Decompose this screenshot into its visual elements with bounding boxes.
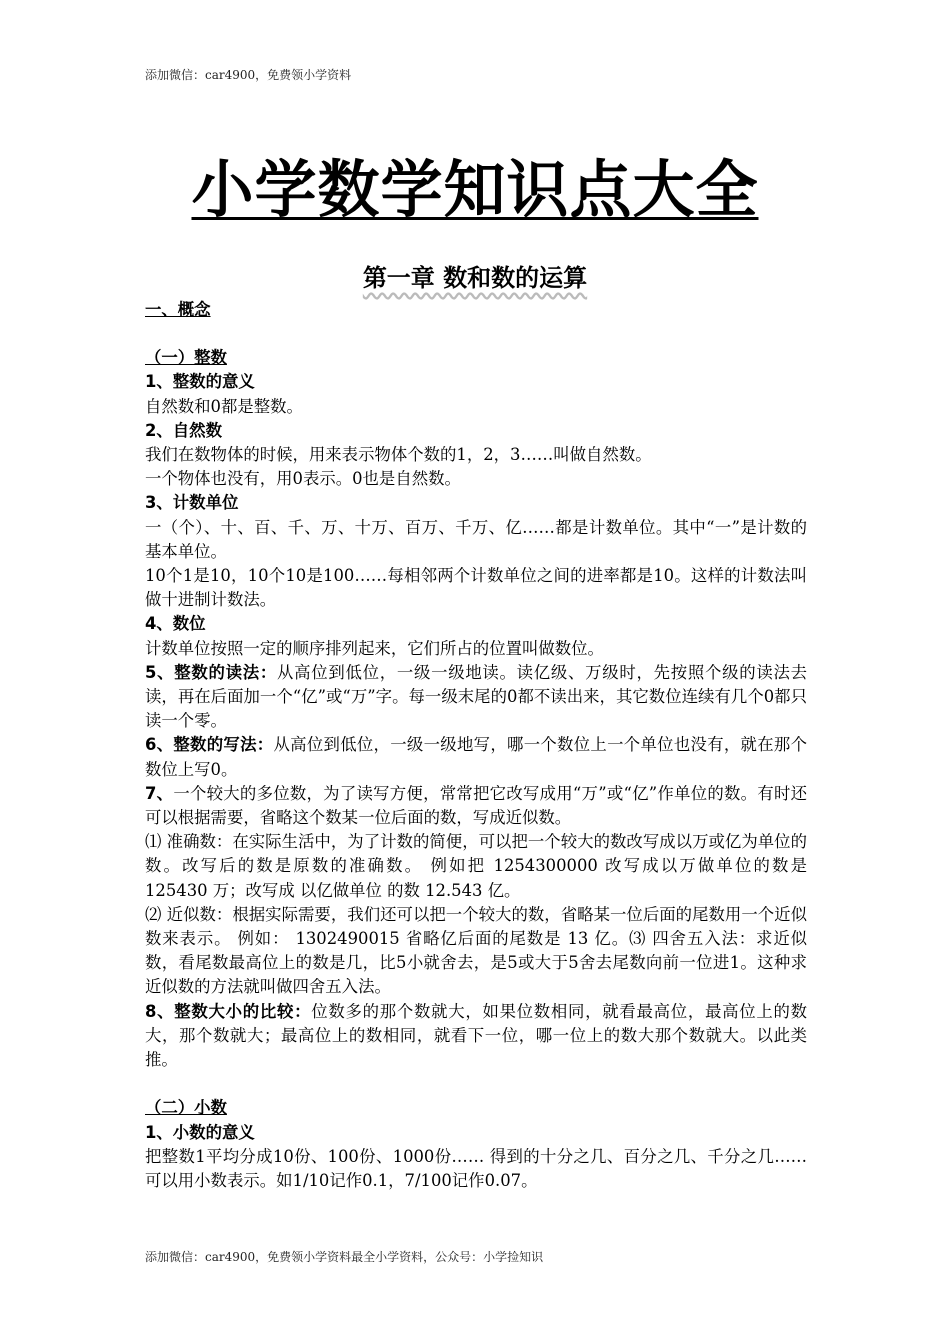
document-body [145,298,807,1193]
paragraph [145,782,807,830]
paragraph-text: 从高位到低位，一级一级地写，哪一个数位上一个单位也没有，就在那个数位上写0。 [145,735,807,779]
inline-heading: 8、整数大小的比较： [145,1001,312,1021]
subsection-heading-decimals: （二）小数 [145,1098,227,1118]
paragraph: 计数单位按照一定的顺序排列起来，它们所占的位置叫做数位。 [145,638,604,658]
chapter-heading-wrap [0,258,950,293]
item-heading: 1、整数的意义 [145,372,255,392]
item-heading: 3、计数单位 [145,493,239,513]
chapter-heading: 第一章 数和数的运算 [362,264,588,292]
paragraph: 自然数和0都是整数。 [145,396,303,416]
subsection-heading-integers: （一）整数 [145,348,227,368]
section-heading-concept: 一、概念 [145,300,211,319]
paragraph: 一个物体也没有，用0表示。0也是自然数。 [145,469,461,489]
paragraph [145,1000,807,1073]
paragraph [145,733,807,781]
item-heading: 4、数位 [145,614,206,634]
paragraph-text: 一个较大的多位数，为了读写方便，常常把它改写成用“万”或“亿”作单位的数。有时还可以根据需要，省略这个数某一位后面的数，写成近似数。 [145,783,808,828]
item-heading: 2、自然数 [145,420,222,440]
paragraph: ⑴ 准确数：在实际生活中，为了计数的简便，可以把一个较大的数改写成以万或亿为单位的数。改写后的数是原数的准确数。 例如把 1254300000 改写成以万做单位的数是 125430 万；改写成 以亿做单位 的数 12.543 亿。 [145,832,807,900]
paragraph [145,661,807,734]
paragraph: ⑵ 近似数：根据实际需要，我们还可以把一个较大的数，省略某一位后面的尾数用一个近似数来表示。 例如： 1302490015 省略亿后面的尾数是 13 亿。⑶ 四舍五入法：求近似数，看尾数最高位上的数是几，比5小就舍去，是5或大于5舍去尾数向前一位进1。这种求近似数的方法就叫做四舍五入法。 [145,904,807,997]
paragraph: 把整数1平均分成10份、100份、1000份…… 得到的十分之几、百分之几、千分之几…… 可以用小数表示。如1/10记作0.1，7/100记作0.07。 [145,1146,807,1190]
page-header: 添加微信：car4900，免费领小学资料 [145,68,352,82]
inline-heading: 7、 [145,783,174,803]
item-heading: 1、小数的意义 [145,1122,255,1142]
paragraph: 我们在数物体的时候，用来表示物体个数的1，2，3……叫做自然数。 [145,445,652,465]
paragraph-text: 位数多的那个数就大，如果位数相同，就看最高位，最高位上的数大，那个数就大；最高位上的数相同，就看下一位，哪一位上的数大那个数就大。以此类推。 [145,1001,808,1070]
spacer [145,1072,807,1096]
inline-heading: 6、整数的写法： [145,735,274,755]
spacer [145,322,807,346]
paragraph: 10个1是10，10个10是100……每相邻两个计数单位之间的进率都是10。这样的计数法叫做十进制计数法。 [145,566,807,610]
paragraph-text: 从高位到低位，一级一级地读。读亿级、万级时，先按照个级的读法去读，再在后面加一个“亿”或“万”字。每一级末尾的0都不读出来，其它数位连续有几个0都只读一个零。 [145,662,807,731]
document-title-wrap [0,140,950,229]
page-footer: 添加微信：car4900，免费领小学资料最全小学资料，公众号：小学捡知识 [145,1250,544,1264]
document-title: 小学数学知识点大全 [191,153,759,226]
paragraph: 一（个）、十、百、千、万、十万、百万、千万、亿……都是计数单位。其中“一”是计数的基本单位。 [145,517,807,561]
inline-heading: 5、整数的读法： [145,662,277,682]
